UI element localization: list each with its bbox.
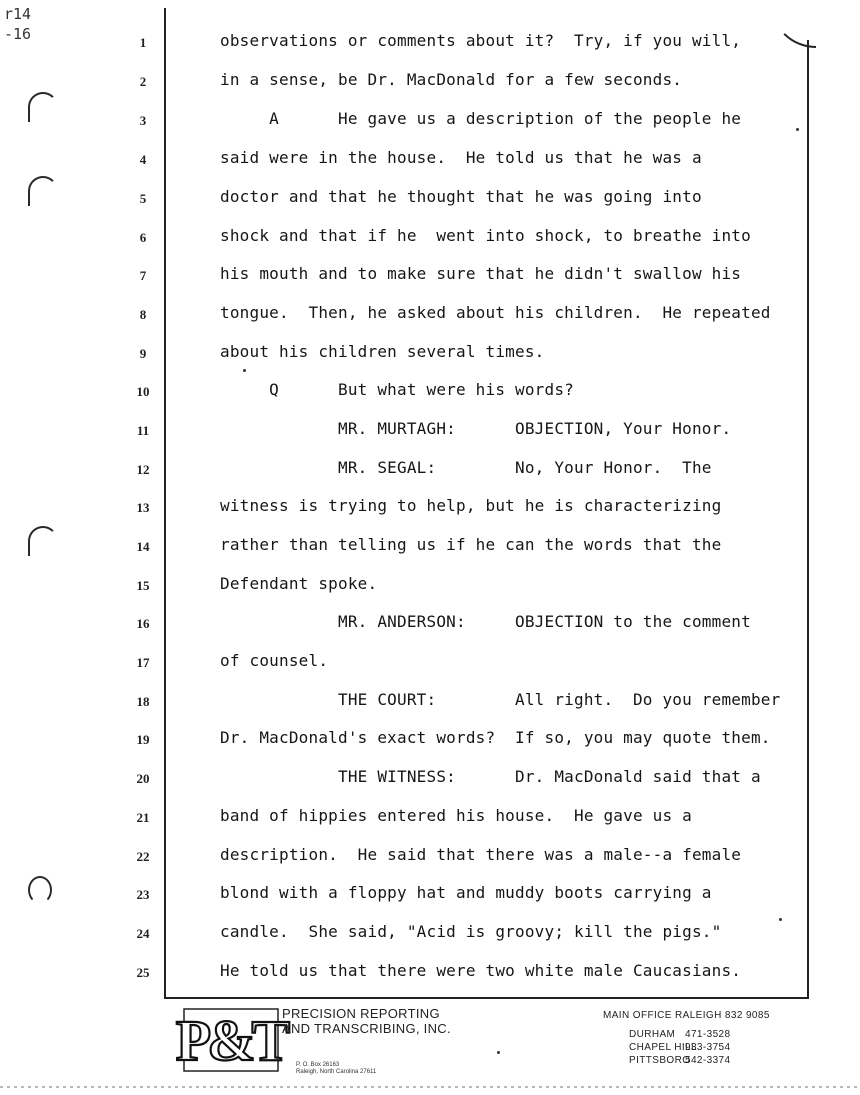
transcript-line: observations or comments about it? Try, if you will, [220,31,742,50]
line-number: 18 [136,694,150,709]
address-line1: P. O. Box 26163 [296,1062,340,1068]
line-number: 14 [136,539,150,554]
company-name-line2: AND TRANSCRIBING, INC. [282,1021,451,1036]
line-number: 22 [136,849,150,864]
transcript-line: MR. ANDERSON: OBJECTION to the comment [220,612,751,631]
binder-hole-mark [28,176,58,206]
line-number: 5 [139,191,147,206]
transcript-line: about his children several times. [220,342,545,361]
line-number: 1 [139,35,147,50]
office-phone: 542-3374 [685,1055,731,1066]
line-number: 4 [139,152,147,167]
line-number: 13 [136,500,150,515]
company-name [282,1006,451,1036]
transcript-line: his mouth and to make sure that he didn't swallow his [220,264,742,283]
company-name-line1: PRECISION REPORTING [282,1006,440,1021]
transcript-line: Dr. MacDonald's exact words? If so, you may quote them. [220,728,771,747]
company-logo [175,1008,287,1073]
line-number: 7 [139,268,147,283]
binder-hole-mark [28,92,58,122]
company-address [296,1062,376,1076]
line-number: 16 [136,616,150,631]
binder-hole-mark [28,876,52,904]
line-number: 2 [139,74,147,89]
page-mark-bottom: -16 [4,25,32,43]
transcript-line: Defendant spoke. [220,574,378,593]
office-phone: 471-3528 [685,1029,731,1040]
transcript-line: of counsel. [220,651,329,670]
office-city: CHAPEL HILL [629,1042,697,1053]
transcript-line: rather than telling us if he can the words that the [220,535,722,554]
left-margin-rule [164,8,166,998]
transcript-line: THE WITNESS: Dr. MacDonald said that a [220,767,761,786]
scan-speck [796,128,799,131]
line-number: 25 [136,965,150,980]
main-office: MAIN OFFICE RALEIGH 832 9085 [603,1010,770,1021]
transcript-line: in a sense, be Dr. MacDonald for a few seconds. [220,70,683,89]
right-margin-rule [807,40,809,998]
transcript-line: MR. MURTAGH: OBJECTION, Your Honor. [220,419,732,438]
line-number: 6 [139,230,147,245]
transcript-line: tongue. Then, he asked about his children. He repeated [220,303,771,322]
scan-speck [243,369,246,372]
scan-speck [779,918,782,921]
page-mark-top: r14 [4,5,32,23]
line-number: 3 [139,113,147,128]
transcript-line: blond with a floppy hat and muddy boots carrying a [220,883,712,902]
transcript-line: description. He said that there was a male--a female [220,845,742,864]
line-number: 17 [136,655,150,670]
transcript-line: shock and that if he went into shock, to breathe into [220,226,751,245]
line-number: 10 [136,384,150,399]
bottom-margin-rule [164,997,809,999]
address-line2: Raleigh, North Carolina 27611 [296,1069,377,1075]
transcript-line: said were in the house. He told us that he was a [220,148,702,167]
line-number: 23 [136,887,150,902]
company-logo-text: P&T [175,1008,287,1073]
line-number: 8 [139,307,147,322]
line-number: 12 [136,462,150,477]
line-number: 9 [139,346,147,361]
line-number: 24 [136,926,150,941]
binder-hole-mark [28,526,58,556]
scan-edge-noise [0,1086,860,1088]
transcript-line: doctor and that he thought that he was going into [220,187,702,206]
corner-curve-mark [770,0,816,48]
line-number: 19 [136,732,150,747]
transcript-line: band of hippies entered his house. He gave us a [220,806,692,825]
line-number: 15 [136,578,150,593]
transcript-line: witness is trying to help, but he is characterizing [220,496,722,515]
line-number: 20 [136,771,150,786]
transcript-line: THE COURT: All right. Do you remember [220,690,781,709]
transcript-line: candle. She said, "Acid is groovy; kill the pigs." [220,922,722,941]
office-phone: 933-3754 [685,1042,731,1053]
transcript-line: Q But what were his words? [220,380,574,399]
office-city: PITTSBORO [629,1055,691,1066]
scan-speck [497,1051,500,1054]
transcript-line: He told us that there were two white male Caucasians. [220,961,742,980]
line-number: 11 [136,423,150,438]
transcript-line: MR. SEGAL: No, Your Honor. The [220,458,712,477]
transcript-line: A He gave us a description of the people he [220,109,742,128]
line-number: 21 [136,810,150,825]
office-city: DURHAM [629,1029,676,1040]
